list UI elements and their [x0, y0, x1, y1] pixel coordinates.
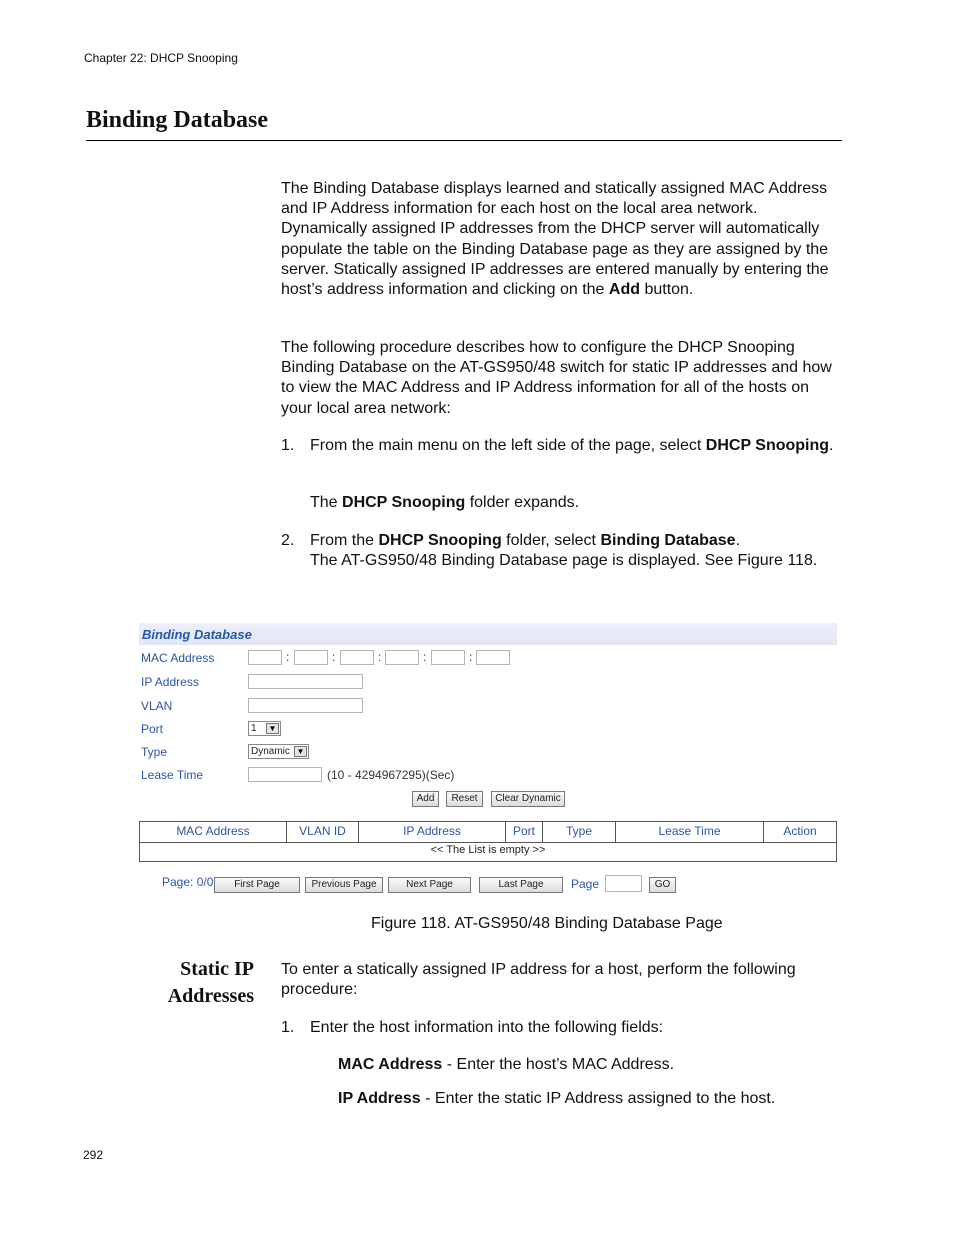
mac-octet-2-input[interactable]: [294, 650, 328, 665]
first-page-button[interactable]: First Page: [214, 877, 300, 893]
section-title: Binding Database: [86, 107, 269, 133]
title-rule: [86, 140, 842, 141]
step-1-text: From the main menu on the left side of the page, select DHCP Snooping.: [310, 437, 834, 454]
static-step-1-number: 1.: [281, 1019, 295, 1036]
mac-colon: :: [286, 650, 290, 664]
table-header-divider: [140, 842, 836, 843]
next-page-button[interactable]: Next Page: [388, 877, 471, 893]
mac-octet-6-input[interactable]: [476, 650, 510, 665]
figure-caption: Figure 118. AT-GS950/48 Binding Database Page: [371, 915, 723, 932]
mac-octet-4-input[interactable]: [385, 650, 419, 665]
static-ip-heading: Static IP Addresses: [167, 958, 254, 1007]
ip-address-field-desc: IP Address - Enter the static IP Address assigned to the host.: [338, 1090, 776, 1107]
column-header-mac-address: MAC Address: [140, 822, 287, 842]
page-number-input[interactable]: [605, 875, 642, 892]
ip-address-input[interactable]: [248, 674, 363, 689]
column-header-port: Port: [506, 822, 543, 842]
column-header-type: Type: [543, 822, 616, 842]
type-select[interactable]: Dynamic ▼: [248, 744, 309, 759]
mac-octet-3-input[interactable]: [340, 650, 374, 665]
page-count: Page: 0/0: [162, 875, 214, 889]
vlan-label: VLAN: [141, 699, 173, 713]
mac-address-label: MAC Address: [141, 651, 215, 665]
chevron-down-icon: ▼: [294, 746, 307, 757]
panel-header: Binding Database: [139, 623, 837, 645]
mac-octet-1-input[interactable]: [248, 650, 282, 665]
ip-address-label: IP Address: [141, 675, 199, 689]
static-intro: To enter a statically assigned IP address for a host, perform the following procedure:: [281, 961, 796, 999]
chevron-down-icon: ▼: [266, 723, 279, 734]
mac-colon: :: [378, 650, 382, 664]
lease-time-label: Lease Time: [141, 768, 204, 782]
mac-address-field-desc: MAC Address - Enter the host’s MAC Address.: [338, 1056, 675, 1073]
port-select[interactable]: 1 ▼: [248, 721, 281, 736]
lease-time-range-hint: (10 - 4294967295)(Sec): [327, 768, 455, 782]
page-label: Page: [571, 877, 600, 891]
mac-colon: :: [469, 650, 473, 664]
table-empty-message: << The List is empty >>: [430, 844, 546, 856]
static-step-1-text: Enter the host information into the following fields:: [310, 1019, 664, 1036]
page-number: 292: [83, 1148, 104, 1162]
step-2-text: From the DHCP Snooping folder, select Binding Database. The AT-GS950/48 Binding Database page is displayed. See Figure 118.: [310, 532, 818, 570]
step-1-note: The DHCP Snooping folder expands.: [310, 494, 580, 511]
type-label: Type: [141, 745, 168, 759]
mac-colon: :: [332, 650, 336, 664]
previous-page-button[interactable]: Previous Page: [305, 877, 383, 893]
mac-colon: :: [423, 650, 427, 664]
column-header-lease-time: Lease Time: [616, 822, 764, 842]
column-header-vlan-id: VLAN ID: [287, 822, 359, 842]
binding-database-screenshot: [139, 623, 837, 898]
chapter-header: Chapter 22: DHCP Snooping: [84, 51, 238, 65]
go-button[interactable]: GO: [649, 877, 676, 893]
intro-paragraph-2: The following procedure describes how to configure the DHCP Snooping Binding Database on the AT-GS950/48 switch for static IP addresses and how to view the MAC Address and IP Address information for all of the hosts on your local area network:: [281, 339, 832, 417]
lease-time-input[interactable]: [248, 767, 322, 782]
add-button[interactable]: Add: [412, 791, 439, 807]
intro-paragraph-1: The Binding Database displays learned and statically assigned MAC Address and IP Address information for each host on the local area network. Dynamically assigned IP addresses from the DHCP server will automatically populate the table on the Binding Database page as they are assigned by the server. Statically assigned IP addresses are entered manually by entering the host’s address information and clicking on the Add button.: [281, 180, 829, 299]
column-header-ip-address: IP Address: [359, 822, 506, 842]
mac-octet-5-input[interactable]: [431, 650, 465, 665]
column-header-action: Action: [783, 824, 817, 838]
clear-dynamic-button[interactable]: Clear Dynamic: [491, 791, 565, 807]
step-1-number: 1.: [281, 437, 295, 454]
step-2-number: 2.: [281, 532, 295, 549]
vlan-input[interactable]: [248, 698, 363, 713]
port-label: Port: [141, 722, 164, 736]
binding-table: [139, 821, 837, 862]
last-page-button[interactable]: Last Page: [479, 877, 563, 893]
reset-button[interactable]: Reset: [446, 791, 483, 807]
